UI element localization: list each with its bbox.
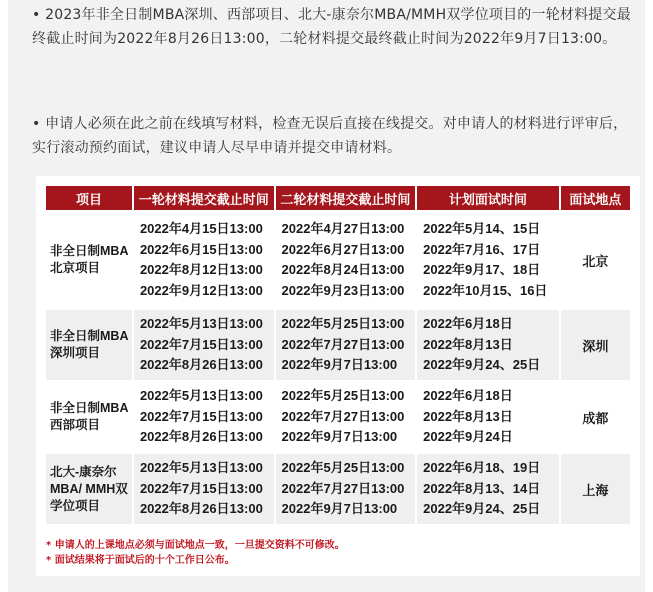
location-cell: 成都 bbox=[561, 382, 630, 452]
date-text: 2022年7月16、17日 bbox=[423, 241, 541, 257]
date-text: 2022年6月18日 bbox=[423, 388, 513, 404]
note-text: * 申请人的上课地点必须与面试地点一致，一旦提交资料不可修改。 bbox=[46, 540, 345, 551]
date-text: 2022年9月12日13:00 bbox=[139, 282, 263, 298]
date-text: 2022年7月27日13:00 bbox=[281, 480, 405, 496]
location-cell: 深圳 bbox=[561, 310, 630, 380]
date-text: 2022年8月13日 bbox=[423, 336, 513, 352]
date-text: 2022年7月15日13:00 bbox=[139, 480, 263, 496]
date-text: 2022年8月26日13:00 bbox=[139, 357, 263, 373]
interview-cell bbox=[417, 382, 559, 452]
date-text: 2022年6月15日13:00 bbox=[139, 241, 263, 257]
notes-block bbox=[46, 538, 345, 568]
table-header-row bbox=[46, 186, 630, 210]
header-project: 项目 bbox=[46, 186, 132, 210]
date-text: 2022年8月13、14日 bbox=[423, 480, 541, 496]
project-cell: 非全日制MBA西部项目 bbox=[46, 382, 132, 452]
date-text: 2022年9月24、25日 bbox=[423, 501, 541, 517]
date-text: 2022年5月13日13:00 bbox=[139, 460, 263, 476]
date-text: 2022年9月24、25日 bbox=[423, 357, 541, 373]
date-text: 2022年7月15日13:00 bbox=[139, 408, 263, 424]
date-text: 2022年5月25日13:00 bbox=[281, 316, 405, 332]
article-card bbox=[8, 0, 645, 592]
table-row bbox=[46, 310, 630, 380]
submission-paragraph: • 申请人必须在此之前在线填写材料，检查无误后直接在线提交。对申请人的材料进行评审后，实行滚动预约面试，建议申请人尽早申请并提交申请材料。 bbox=[32, 116, 628, 156]
date-text: 2022年9月7日13:00 bbox=[281, 429, 398, 445]
date-text: 2022年9月17、18日 bbox=[423, 262, 541, 277]
round2-cell bbox=[276, 212, 416, 308]
table-row bbox=[46, 212, 630, 308]
round2-cell bbox=[276, 310, 416, 380]
location-cell: 上海 bbox=[561, 454, 630, 524]
note-text: * 面试结果将于面试后的十个工作日公布。 bbox=[46, 555, 235, 566]
date-text: 2022年8月24日13:00 bbox=[281, 262, 405, 277]
date-text: 2022年8月26日13:00 bbox=[139, 429, 263, 445]
table-row bbox=[46, 454, 630, 524]
header-location: 面试地点 bbox=[561, 186, 630, 210]
date-text: 2022年10月15、16日 bbox=[423, 282, 548, 298]
schedule-panel bbox=[36, 176, 640, 576]
date-text: 2022年8月13日 bbox=[423, 408, 513, 424]
date-text: 2022年8月12日13:00 bbox=[139, 262, 263, 277]
round1-cell bbox=[134, 310, 274, 380]
date-text: 2022年7月15日13:00 bbox=[139, 336, 263, 352]
project-cell: 非全日制MBA北京项目 bbox=[46, 212, 132, 308]
date-text: 2022年5月14、15日 bbox=[423, 221, 541, 236]
project-cell: 非全日制MBA深圳项目 bbox=[46, 310, 132, 380]
date-text: 2022年9月24日 bbox=[423, 429, 513, 445]
date-text: 2022年9月23日13:00 bbox=[281, 282, 405, 298]
round1-cell bbox=[134, 382, 274, 452]
date-text: 2022年5月25日13:00 bbox=[281, 460, 405, 476]
schedule-table bbox=[44, 184, 632, 526]
date-text: 2022年9月7日13:00 bbox=[281, 501, 398, 517]
date-text: 2022年6月18、19日 bbox=[423, 460, 541, 476]
interview-cell bbox=[417, 212, 559, 308]
round2-cell bbox=[276, 382, 416, 452]
round2-cell bbox=[276, 454, 416, 524]
project-cell: 北大-康奈尔MBA/ MMH双学位项目 bbox=[46, 454, 132, 524]
interview-cell bbox=[417, 310, 559, 380]
deadline-paragraph: • 2023年非全日制MBA深圳、西部项目、北大-康奈尔MBA/MMH双学位项目的一轮材料提交最终截止时间为2022年8月26日13:00，二轮材料提交最终截止时间为2022年9月7日13:00。 bbox=[32, 7, 631, 47]
date-text: 2022年9月7日13:00 bbox=[281, 357, 398, 373]
header-round2: 二轮材料提交截止时间 bbox=[276, 186, 416, 210]
date-text: 2022年7月27日13:00 bbox=[281, 336, 405, 352]
date-text: 2022年7月27日13:00 bbox=[281, 408, 405, 424]
date-text: 2022年8月26日13:00 bbox=[139, 501, 263, 517]
date-text: 2022年5月25日13:00 bbox=[281, 388, 405, 404]
date-text: 2022年6月27日13:00 bbox=[281, 241, 405, 257]
interview-cell bbox=[417, 454, 559, 524]
date-text: 2022年4月15日13:00 bbox=[139, 221, 263, 236]
date-text: 2022年5月13日13:00 bbox=[139, 316, 263, 332]
date-text: 2022年5月13日13:00 bbox=[139, 388, 263, 404]
round1-cell bbox=[134, 454, 274, 524]
date-text: 2022年6月18日 bbox=[423, 316, 513, 332]
table-row bbox=[46, 382, 630, 452]
date-text: 2022年4月27日13:00 bbox=[281, 221, 405, 236]
round1-cell bbox=[134, 212, 274, 308]
location-cell: 北京 bbox=[561, 212, 630, 308]
header-round1: 一轮材料提交截止时间 bbox=[134, 186, 274, 210]
header-interview: 计划面试时间 bbox=[417, 186, 559, 210]
